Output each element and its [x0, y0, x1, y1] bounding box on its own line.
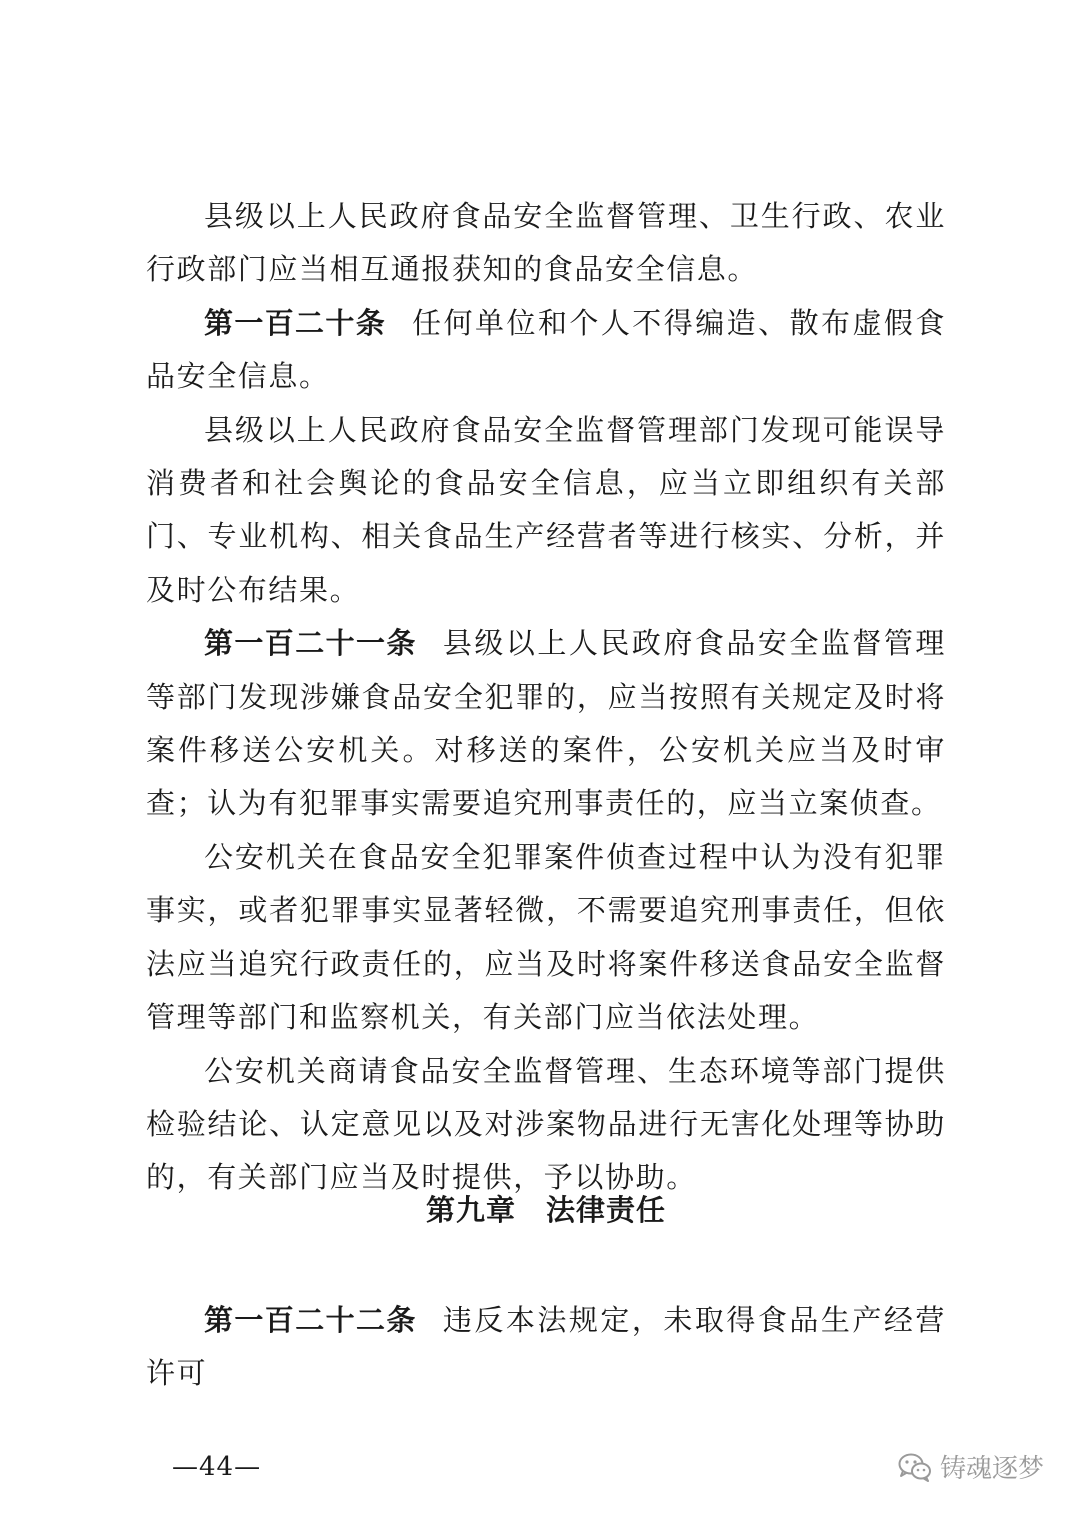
- paragraph-5: [146, 831, 946, 1045]
- watermark-text: 铸魂逐梦: [940, 1454, 1045, 1484]
- chapter-heading: [146, 1184, 946, 1237]
- article-text: 县级以上人民政府食品安全监督管理等部门发现涉嫌食品安全犯罪的，应当按照有关规定及时将案件移送公安机关。对移送的案件，公安机关应当及时审查；认为有犯罪事实需要追究刑事责任的，应当立案侦查。: [146, 626, 946, 821]
- document-body: [146, 190, 946, 1205]
- chapter-number: 第九章: [425, 1193, 516, 1227]
- chapter-title: 法律责任: [546, 1193, 667, 1227]
- paragraph-3: [146, 404, 946, 618]
- article-text: 任何单位和个人不得编造、散布虚假食品安全信息。: [146, 305, 946, 394]
- paragraph-text: 县级以上人民政府食品安全监督管理部门发现可能误导消费者和社会舆论的食品安全信息，应当立即组织有关部门、专业机构、相关食品生产经营者等进行核实、分析，并及时公布结果。: [146, 412, 946, 607]
- article-number: 第一百二十一条: [204, 626, 417, 661]
- page-number: —44—: [172, 1452, 262, 1482]
- article-122: [146, 1294, 946, 1401]
- article-121: [146, 617, 946, 831]
- paragraph-text: 公安机关在食品安全犯罪案件侦查过程中认为没有犯罪事实，或者犯罪事实显著轻微，不需要追究刑事责任，但依法应当追究行政责任的，应当及时将案件移送食品安全监督管理等部门和监察机关，有关部门应当依法处理。: [146, 839, 946, 1035]
- paragraph-text: 县级以上人民政府食品安全监督管理、卫生行政、农业行政部门应当相互通报获知的食品安全信息。: [146, 199, 946, 287]
- paragraph-1: [146, 190, 946, 297]
- article-120: [146, 297, 946, 404]
- wechat-icon: [898, 1452, 932, 1482]
- paragraph-text: 公安机关商请食品安全监督管理、生态环境等部门提供检验结论、认定意见以及对涉案物品进行无害化处理等协助的，有关部门应当及时提供，予以协助。: [146, 1053, 946, 1195]
- article-number: 第一百二十二条: [204, 1303, 417, 1337]
- paragraph-6: [146, 1045, 946, 1205]
- article-text: 违反本法规定，未取得食品生产经营许可: [146, 1303, 946, 1391]
- watermark: [898, 1448, 1044, 1485]
- article-number: 第一百二十条: [204, 305, 387, 340]
